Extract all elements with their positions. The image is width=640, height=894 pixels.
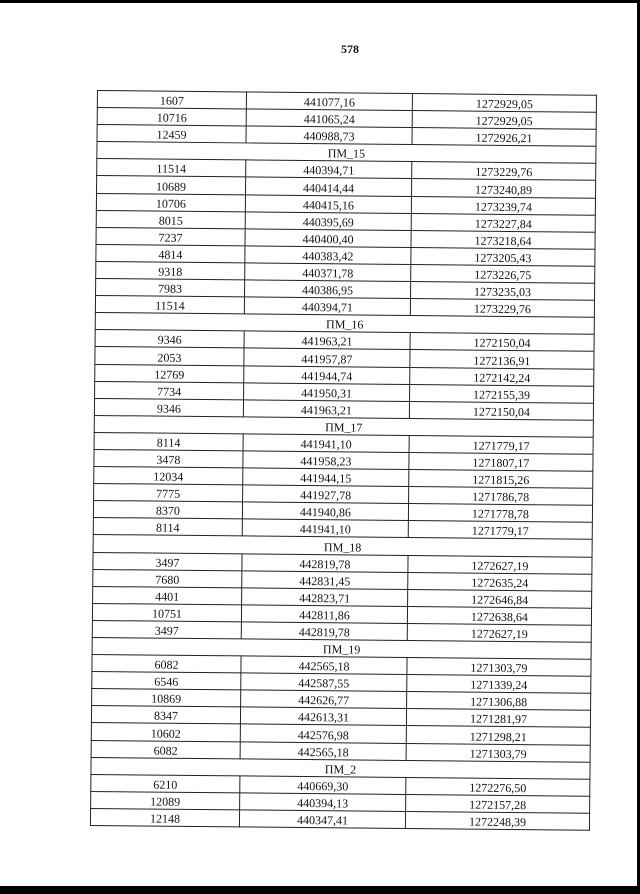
point-number-cell: 12089 (91, 791, 240, 810)
point-number-cell: 3497 (93, 552, 242, 571)
point-number-cell: 1607 (97, 91, 246, 110)
x-coordinate-cell: 441963,21 (243, 400, 409, 419)
point-number-cell: 12769 (95, 364, 244, 383)
y-coordinate-cell: 1273205,43 (411, 247, 595, 266)
x-coordinate-cell: 441963,21 (244, 331, 410, 350)
x-coordinate-cell: 441940,86 (242, 502, 408, 521)
point-number-cell: 10689 (97, 176, 246, 195)
x-coordinate-cell: 442626,77 (241, 690, 407, 709)
point-number-cell: 11514 (97, 159, 246, 178)
point-number-cell: 9346 (95, 330, 244, 349)
point-number-cell: 7734 (95, 381, 244, 400)
point-number-cell: 6546 (92, 672, 241, 691)
coordinates-table-body (90, 91, 596, 831)
x-coordinate-cell: 441958,23 (243, 451, 409, 470)
y-coordinate-cell: 1272248,39 (405, 811, 589, 830)
point-number-cell: 12148 (90, 808, 239, 827)
section-label: ПМ_16 (95, 313, 594, 335)
y-coordinate-cell: 1271786,78 (409, 487, 593, 506)
y-coordinate-cell: 1272929,05 (412, 94, 596, 113)
point-number-cell: 12459 (97, 125, 246, 144)
point-number-cell: 3497 (92, 620, 241, 639)
point-number-cell: 12034 (94, 467, 243, 486)
point-number-cell: 10751 (92, 603, 241, 622)
y-coordinate-cell: 1273229,76 (410, 299, 594, 318)
x-coordinate-cell: 441950,31 (244, 383, 410, 402)
x-coordinate-cell: 440383,42 (245, 246, 411, 265)
y-coordinate-cell: 1272150,04 (409, 401, 593, 420)
y-coordinate-cell: 1272929,05 (412, 111, 596, 130)
x-coordinate-cell: 442576,98 (240, 724, 406, 743)
y-coordinate-cell: 1273240,89 (411, 179, 595, 198)
x-coordinate-cell: 442819,78 (241, 622, 407, 641)
section-label: ПМ_19 (92, 637, 591, 659)
x-coordinate-cell: 442823,71 (242, 588, 408, 607)
y-coordinate-cell: 1271306,88 (407, 692, 591, 711)
y-coordinate-cell: 1273227,84 (411, 213, 595, 232)
coordinates-table (90, 90, 597, 831)
x-coordinate-cell: 442587,55 (241, 673, 407, 692)
point-number-cell: 8015 (96, 210, 245, 229)
point-number-cell: 2053 (95, 347, 244, 366)
x-coordinate-cell: 441927,78 (243, 485, 409, 504)
y-coordinate-cell: 1271779,17 (409, 435, 593, 454)
x-coordinate-cell: 440394,71 (244, 297, 410, 316)
y-coordinate-cell: 1273218,64 (411, 230, 595, 249)
y-coordinate-cell: 1272646,84 (408, 589, 592, 608)
point-number-cell: 7237 (96, 227, 245, 246)
point-number-cell: 4401 (93, 586, 242, 605)
x-coordinate-cell: 441941,10 (243, 434, 409, 453)
point-number-cell: 11514 (95, 296, 244, 315)
point-number-cell: 4814 (96, 244, 245, 263)
point-number-cell: 10706 (96, 193, 245, 212)
point-number-cell: 8370 (93, 501, 242, 520)
point-number-cell: 6082 (91, 740, 240, 759)
x-coordinate-cell: 442613,31 (240, 707, 406, 726)
y-coordinate-cell: 1272155,39 (410, 384, 594, 403)
page-number: 578 (341, 42, 359, 56)
y-coordinate-cell: 1271303,79 (407, 658, 591, 677)
x-coordinate-cell: 442811,86 (241, 605, 407, 624)
x-coordinate-cell: 440371,78 (245, 263, 411, 282)
x-coordinate-cell: 440395,69 (245, 212, 411, 231)
y-coordinate-cell: 1272926,21 (412, 128, 596, 147)
section-label: ПМ_17 (94, 415, 593, 437)
x-coordinate-cell: 441957,87 (244, 348, 410, 367)
section-label: ПМ_18 (93, 535, 592, 557)
point-number-cell: 8347 (91, 706, 240, 725)
x-coordinate-cell: 442831,45 (242, 571, 408, 590)
point-number-cell: 9318 (96, 261, 245, 280)
y-coordinate-cell: 1272635,24 (408, 572, 592, 591)
x-coordinate-cell: 441941,10 (242, 519, 408, 538)
x-coordinate-cell: 441065,24 (246, 109, 412, 128)
x-coordinate-cell: 442819,78 (242, 553, 408, 572)
y-coordinate-cell: 1272142,24 (410, 367, 594, 386)
y-coordinate-cell: 1272276,50 (406, 777, 590, 796)
y-coordinate-cell: 1271779,17 (408, 521, 592, 540)
x-coordinate-cell: 440386,95 (245, 280, 411, 299)
x-coordinate-cell: 441944,74 (244, 365, 410, 384)
y-coordinate-cell: 1271807,17 (409, 452, 593, 471)
y-coordinate-cell: 1273235,03 (411, 282, 595, 301)
point-number-cell: 7775 (94, 484, 243, 503)
y-coordinate-cell: 1272136,91 (410, 350, 594, 369)
y-coordinate-cell: 1273229,76 (412, 162, 596, 181)
x-coordinate-cell: 442565,18 (241, 656, 407, 675)
x-coordinate-cell: 440394,13 (240, 793, 406, 812)
x-coordinate-cell: 440988,73 (246, 126, 412, 145)
section-label: ПМ_15 (97, 142, 596, 164)
scan-edge-bottom (0, 886, 640, 894)
x-coordinate-cell: 441944,15 (243, 468, 409, 487)
point-number-cell: 3478 (94, 449, 243, 468)
point-number-cell: 6082 (92, 655, 241, 674)
x-coordinate-cell: 440415,16 (245, 194, 411, 213)
x-coordinate-cell: 440394,71 (246, 160, 412, 179)
point-number-cell: 10602 (91, 723, 240, 742)
point-number-cell: 10869 (92, 689, 241, 708)
y-coordinate-cell: 1271339,24 (407, 675, 591, 694)
y-coordinate-cell: 1272157,28 (406, 794, 590, 813)
y-coordinate-cell: 1272627,19 (408, 555, 592, 574)
y-coordinate-cell: 1271815,26 (409, 470, 593, 489)
x-coordinate-cell: 440414,44 (246, 177, 412, 196)
y-coordinate-cell: 1271778,78 (408, 504, 592, 523)
x-coordinate-cell: 440669,30 (240, 776, 406, 795)
point-number-cell: 8114 (94, 432, 243, 451)
y-coordinate-cell: 1273239,74 (411, 196, 595, 215)
point-number-cell: 8114 (93, 518, 242, 537)
scan-edge-top (0, 0, 640, 3)
y-coordinate-cell: 1272638,64 (407, 606, 591, 625)
y-coordinate-cell: 1272150,04 (410, 333, 594, 352)
y-coordinate-cell: 1273226,75 (411, 264, 595, 283)
y-coordinate-cell: 1271298,21 (406, 726, 590, 745)
section-label: ПМ_2 (91, 757, 590, 779)
x-coordinate-cell: 441077,16 (246, 92, 412, 111)
x-coordinate-cell: 442565,18 (240, 741, 406, 760)
point-number-cell: 7983 (96, 279, 245, 298)
point-number-cell: 7680 (93, 569, 242, 588)
point-number-cell: 6210 (91, 774, 240, 793)
point-number-cell: 10716 (97, 108, 246, 127)
y-coordinate-cell: 1272627,19 (407, 623, 591, 642)
y-coordinate-cell: 1271281,97 (406, 709, 590, 728)
x-coordinate-cell: 440400,40 (245, 229, 411, 248)
x-coordinate-cell: 440347,41 (239, 810, 405, 829)
y-coordinate-cell: 1271303,79 (406, 743, 590, 762)
point-number-cell: 9346 (94, 398, 243, 417)
